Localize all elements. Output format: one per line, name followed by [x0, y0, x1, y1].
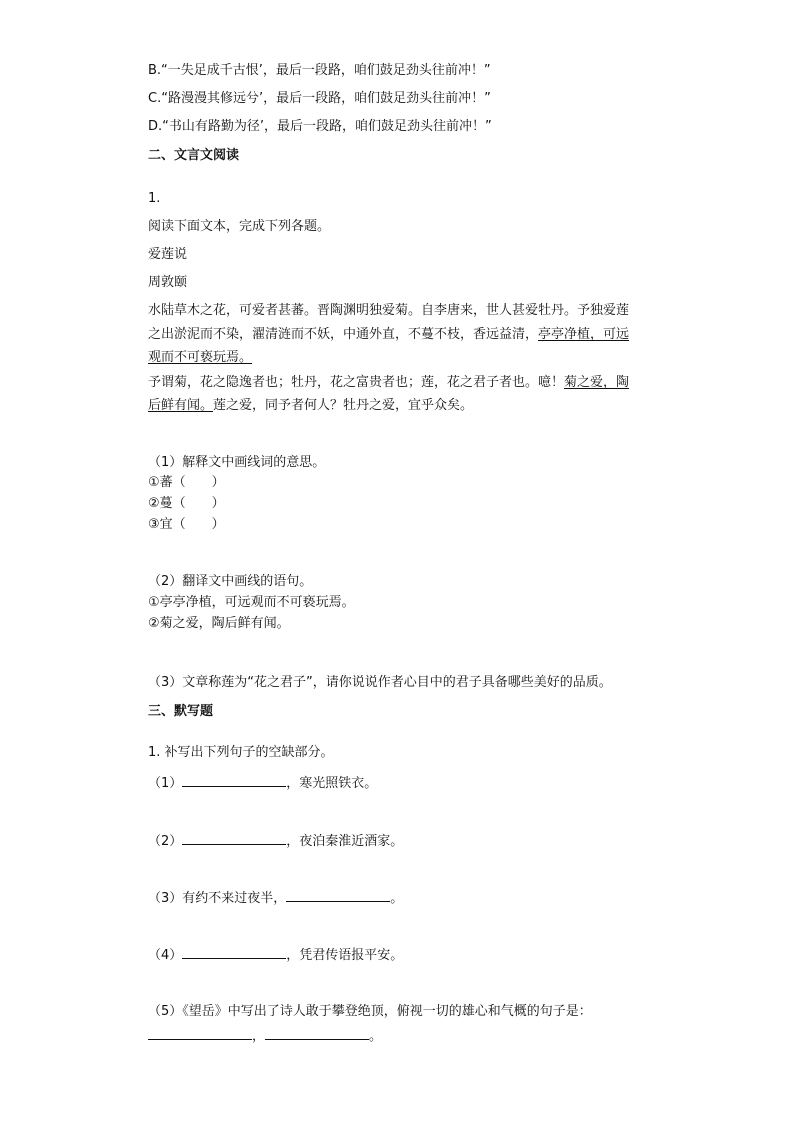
q1-item-3: ③宜（ ）	[148, 517, 225, 532]
passage-text: 予谓菊，花之隐逸者也；牡丹，花之富贵者也；莲，花之君子者也。噫！	[148, 375, 565, 390]
passage-p2-line2	[148, 398, 473, 414]
passage-text: 之出淤泥而不染，濯清涟而不妖，中通外直，不蔓不枝，香远益清，	[148, 327, 539, 342]
option-b: B.“一失足成千古恨’，最后一段路，咱们鼓足劲头往前冲！”	[148, 63, 491, 78]
underlined-sentence: 后鲜有闻。	[148, 398, 214, 413]
dictation-item-1	[148, 774, 377, 792]
dictation-item-2	[148, 832, 403, 850]
underlined-sentence: 菊之爱，陶	[564, 375, 630, 390]
item-text: （3）有约不来过夜半，	[148, 891, 287, 906]
fill-blank[interactable]	[182, 832, 286, 845]
sub-question-3: （3）文章称莲为“花之君子”，请你说说作者心目中的君子具备哪些美好的品质。	[148, 675, 612, 690]
item-text: ，	[252, 1029, 266, 1044]
passage-p1-line3	[148, 350, 252, 366]
item-text: 。	[390, 891, 404, 906]
fill-blank[interactable]	[265, 1027, 369, 1040]
dictation-item-5-blanks	[148, 1027, 382, 1045]
dictation-item-3	[148, 889, 403, 907]
section-heading-dictation: 三、默写题	[148, 704, 214, 719]
fill-blank[interactable]	[182, 946, 286, 959]
question-number: 1.	[148, 191, 161, 206]
q2-item-2: ②菊之爱，陶后鲜有闻。	[148, 616, 290, 631]
passage-p1-line1: 水陆草木之花，可爱者甚蕃。晋陶渊明独爱菊。自李唐来，世人甚爱牡丹。予独爱莲	[148, 303, 630, 318]
item-number: （4）	[148, 948, 183, 963]
passage-text: 莲之爱，同予者何人？牡丹之爱，宜乎众矣。	[213, 398, 474, 413]
item-text: 。	[369, 1029, 383, 1044]
underlined-sentence: 观而不可亵玩焉。	[148, 350, 253, 365]
passage-author: 周敦颐	[148, 275, 188, 290]
option-d: D.“书山有路勤为径’，最后一段路，咱们鼓足劲头往前冲！”	[148, 119, 492, 134]
passage-p1-line2	[148, 327, 629, 343]
passage-title: 爱莲说	[148, 247, 188, 262]
q1-item-2: ②蔓（ ）	[148, 496, 225, 511]
sub-question-2: （2）翻译文中画线的语句。	[148, 574, 313, 589]
item-number: （2）	[148, 834, 183, 849]
item-text: ，凭君传语报平安。	[286, 948, 404, 963]
item-number: （1）	[148, 776, 183, 791]
dictation-intro: 1. 补写出下列句子的空缺部分。	[148, 745, 334, 760]
fill-blank[interactable]	[286, 889, 390, 902]
reading-instruction: 阅读下面文本，完成下列各题。	[148, 219, 331, 234]
sub-question-1: （1）解释文中画线词的意思。	[148, 455, 326, 470]
underlined-sentence: 亭亭净植，可远	[538, 327, 630, 342]
dictation-item-4	[148, 946, 403, 964]
q1-item-1: ①蕃（ ）	[148, 475, 225, 490]
item-text: ，夜泊秦淮近酒家。	[286, 834, 404, 849]
dictation-item-5: （5）《望岳》中写出了诗人敢于攀登绝顶，俯视一切的雄心和气概的句子是：	[148, 1004, 592, 1019]
q2-item-1: ①亭亭净植，可远观而不可亵玩焉。	[148, 595, 355, 610]
item-text: ，寒光照铁衣。	[286, 776, 378, 791]
option-c: C.“路漫漫其修远兮’，最后一段路，咱们鼓足劲头往前冲！”	[148, 91, 491, 106]
passage-p2-line1	[148, 375, 629, 391]
fill-blank[interactable]	[182, 774, 286, 787]
section-heading-classical-reading: 二、文言文阅读	[148, 148, 240, 163]
fill-blank[interactable]	[148, 1027, 252, 1040]
